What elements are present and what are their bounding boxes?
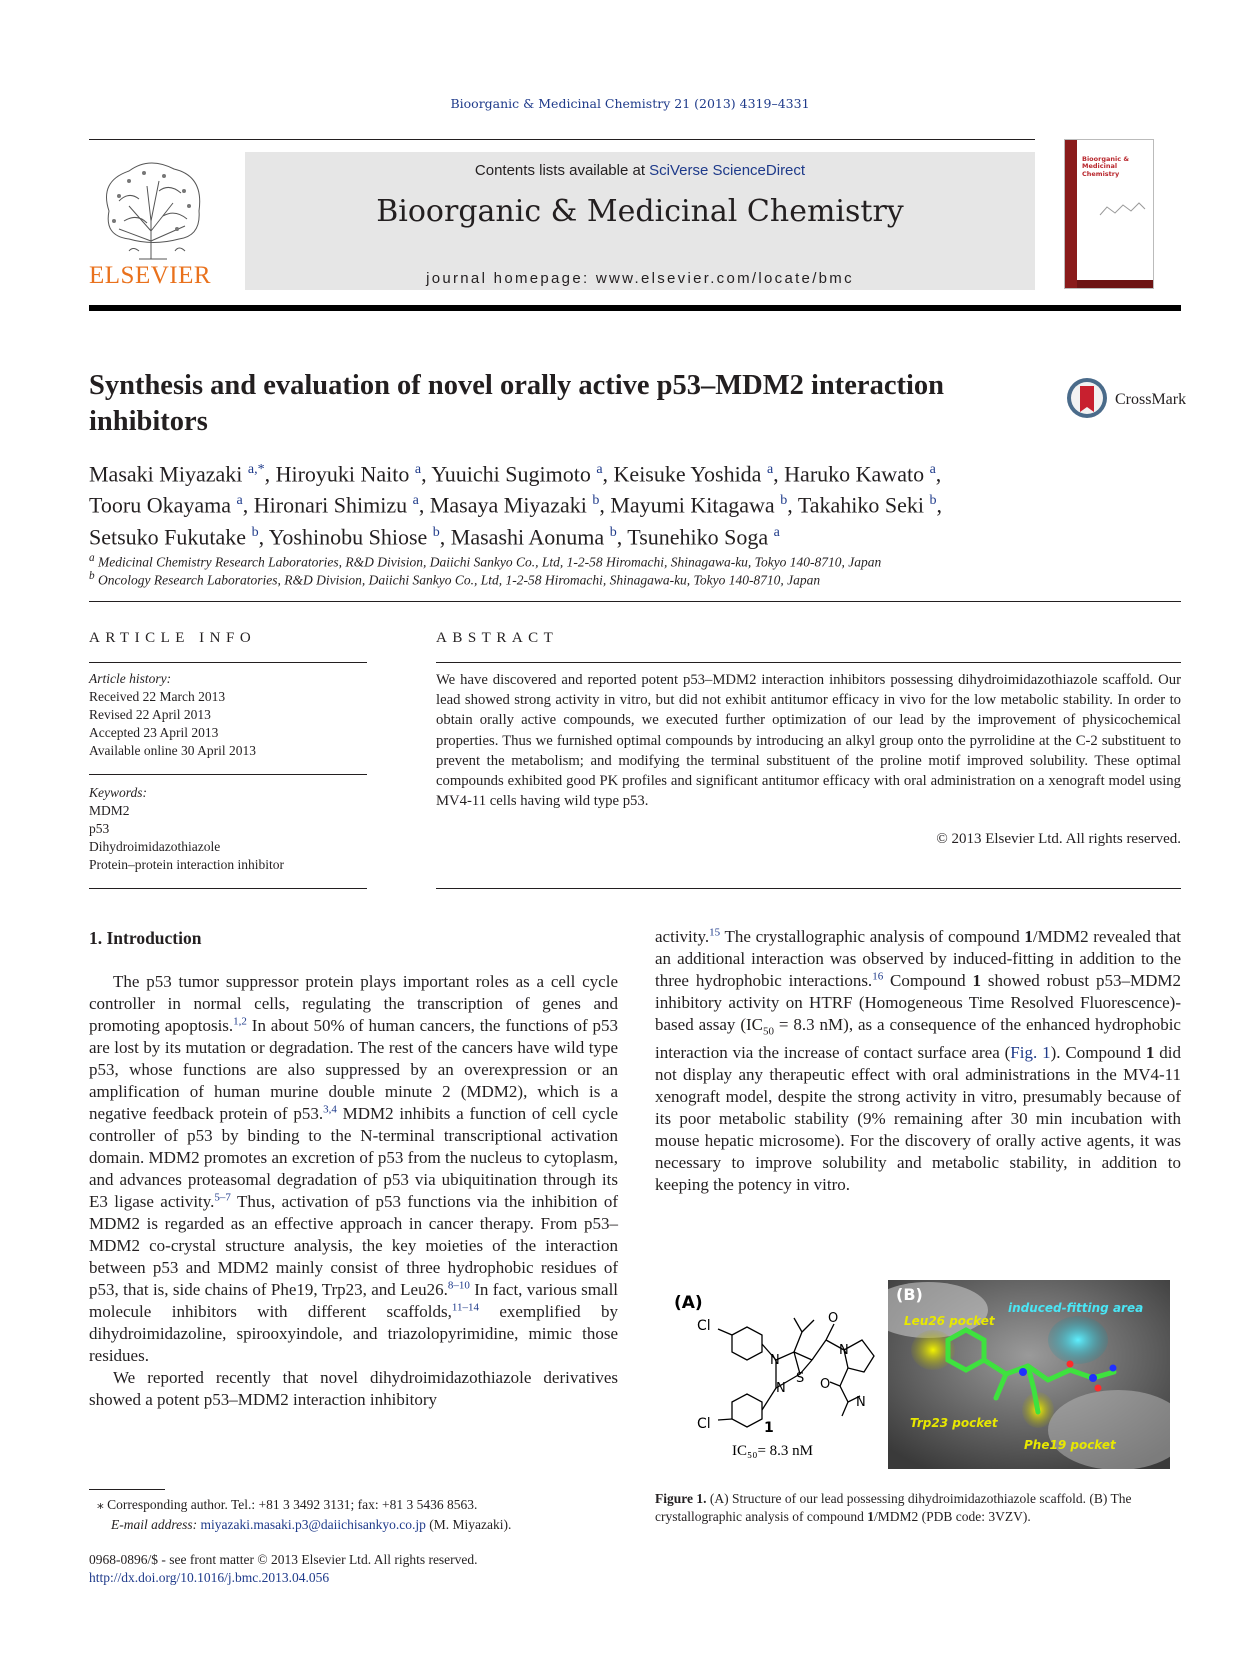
text-run: Compound bbox=[883, 971, 973, 990]
author-name: Haruko Kawato bbox=[784, 461, 925, 487]
history-label: Article history: bbox=[89, 671, 172, 686]
author-affiliation-mark[interactable]: a,* bbox=[247, 462, 265, 477]
author-affiliation-mark[interactable]: a bbox=[414, 462, 422, 477]
keyword-item: MDM2 bbox=[89, 803, 130, 818]
author-name: Yuuichi Sugimoto bbox=[431, 461, 591, 487]
author-name: Masashi Aonuma bbox=[450, 523, 605, 549]
oxygen-atom: O bbox=[828, 1311, 839, 1326]
crystal-structure-image bbox=[888, 1280, 1170, 1469]
text-run: In about 50% of human cancers, the functions of p53 are lost by its mutation or degradation. The rest of the cancers have wild type p53, whose functions are also suppressed by an overexpression or an amplification of human murine double minute 2 (MDM2), which is a negative feedback protein of p53. bbox=[89, 1016, 618, 1123]
sulfur-atom: S bbox=[796, 1371, 805, 1386]
corresponding-author-footnote bbox=[97, 1495, 627, 1535]
text-run: Thus, activation of p53 functions via the inhibition of MDM2 is regarded as an effective approach in cancer therapy. From p53–MDM2 co-crystal structure analysis, the key moieties of the interaction between p53 and MDM2 mainly consist of three hydrophobic residues of p53, that is, side chains of Phe19, Trp23, and Leu26. bbox=[89, 1192, 618, 1299]
corresponding-text: Corresponding author. Tel.: +81 3 3492 3131; fax: +81 3 5436 8563. bbox=[107, 1497, 478, 1512]
footnote-rule bbox=[89, 1489, 165, 1490]
email-label: E-mail address: bbox=[111, 1517, 201, 1532]
abstract-heading: ABSTRACT bbox=[436, 630, 559, 646]
sciencedirect-link[interactable]: SciVerse ScienceDirect bbox=[649, 162, 806, 179]
author-name: Masaki Miyazaki bbox=[89, 461, 243, 487]
text-run: exemplified by dihydroimidazoline, spirooxyindole, and triazolopyrimidine, mimic those residues. bbox=[89, 1302, 618, 1365]
top-rule bbox=[89, 139, 1035, 140]
reference-link[interactable]: 5–7 bbox=[214, 1191, 231, 1204]
received-date: Received 22 March 2013 bbox=[89, 689, 226, 704]
reference-link[interactable]: 11–14 bbox=[451, 1301, 479, 1314]
panel-b-label: (B) bbox=[896, 1285, 923, 1304]
text-run: = 8.3 nM), as a consequence of the enhanced hydrophobic interaction via the increase of contact surface area ( bbox=[655, 1015, 1181, 1063]
article-info-heading: ARTICLE INFO bbox=[89, 630, 257, 646]
author-name: Yoshinobu Shiose bbox=[268, 523, 428, 549]
caption-label: Figure 1. bbox=[655, 1491, 707, 1506]
author-affiliation-mark[interactable]: b bbox=[929, 493, 937, 509]
leu26-pocket-label: Leu26 pocket bbox=[904, 1314, 995, 1328]
figure-1 bbox=[662, 1280, 1181, 1470]
contents-prefix: Contents lists available at bbox=[474, 162, 650, 179]
compound-number: 1 bbox=[1024, 927, 1033, 946]
text-run: The p53 tumor suppressor protein plays important roles as a cell cycle controller in normal cells, regulating the transcription of genes and promoting apoptosis. bbox=[89, 972, 618, 1035]
author-affiliation-mark[interactable]: a bbox=[773, 524, 780, 540]
figure-link[interactable]: Fig. 1 bbox=[1010, 1043, 1051, 1063]
revised-date: Revised 22 April 2013 bbox=[89, 707, 211, 722]
oxygen-atom: O bbox=[820, 1377, 831, 1392]
abstract-copyright: © 2013 Elsevier Ltd. All rights reserved. bbox=[936, 831, 1181, 847]
author-name: Masaya Miyazaki bbox=[429, 492, 587, 518]
nitrogen-atom: N bbox=[839, 1343, 849, 1358]
text-run: The crystallographic analysis of compound bbox=[720, 927, 1025, 946]
reference-link[interactable]: 1,2 bbox=[233, 1015, 247, 1028]
chlorine-atom: Cl bbox=[697, 1416, 711, 1432]
cover-bottom-band bbox=[1077, 280, 1154, 288]
journal-reference[interactable]: Bioorganic & Medicinal Chemistry 21 (2013) 4319–4331 bbox=[450, 96, 810, 111]
footnote-star: ⁎ bbox=[97, 1497, 104, 1512]
chemical-structure bbox=[662, 1280, 882, 1470]
reference-link[interactable]: 15 bbox=[709, 926, 721, 939]
author-affiliation-mark[interactable]: b bbox=[432, 524, 440, 540]
article-info-rule-bottom bbox=[89, 888, 367, 889]
caption-text: (A) Structure of our lead possessing dihydroimidazothiazole scaffold. (B) The crystallographic analysis of compound bbox=[655, 1491, 1132, 1524]
email-owner: (M. Miyazaki). bbox=[425, 1517, 512, 1532]
crossmark-badge[interactable] bbox=[1066, 376, 1186, 420]
nitrogen-atom: N bbox=[776, 1381, 786, 1396]
author-list: Masaki Miyazaki $^{a,*}$, Hiroyuki Naito $^a$, Yuuichi Sugimoto $^a$, Keisuke Yoshida $^a$, Haruko Kawato $^a$, Tooru Okayama $^a$, Hironari Shimizu $^a$, Masaya Miyazaki $^b$, Mayumi Kitagawa $^b$, Takahiko Seki $^b$, Setsuko Fukutake $^b$, Yoshinobu Shiose $^b$, Masashi Aonuma $^b$, Tsunehiko Soga $^a$ bbox=[89, 461, 942, 549]
article-history bbox=[89, 670, 256, 760]
crossmark-label: CrossMark bbox=[1115, 391, 1186, 408]
panel-a-label: (A) bbox=[674, 1293, 703, 1313]
cover-strip bbox=[1065, 140, 1077, 288]
introduction-heading: 1. Introduction bbox=[89, 928, 202, 948]
intro-paragraph-2: We reported recently that novel dihydroimidazothiazole derivatives showed a potent p53–MDM2 interaction inhibitory bbox=[89, 1368, 618, 1409]
affiliation-a: $^a$ Medicinal Chemistry Research Laboratories, R&D Division, Daiichi Sankyo Co., Ltd, 1-2-58 Hiromachi, Shinagawa-ku, Tokyo 140-8710, Japan bbox=[89, 552, 882, 570]
accepted-date: Accepted 23 April 2013 bbox=[89, 725, 219, 740]
article-title: Synthesis and evaluation of novel orally active p53–MDM2 interaction inhibitors bbox=[89, 370, 944, 437]
issn-block bbox=[89, 1551, 629, 1587]
text-run: activity. bbox=[655, 927, 710, 946]
nitrogen-atom: N bbox=[770, 1353, 780, 1368]
caption-compound: 1 bbox=[867, 1509, 874, 1524]
header-thick-rule bbox=[89, 305, 1181, 311]
author-name: Mayumi Kitagawa bbox=[610, 492, 775, 518]
author-affiliation-mark[interactable]: a bbox=[929, 462, 936, 477]
text-run: ). Compound bbox=[1050, 1043, 1146, 1063]
affiliation-a-text: Medicinal Chemistry Research Laboratories, R&D Division, Daiichi Sankyo Co., Ltd, 1-2-58 Hiromachi, Shinagawa-ku, Tokyo 140-8710, Japan bbox=[98, 554, 882, 570]
text-run: showed robust p53–MDM2 inhibitory activity on HTRF (Homogeneous Time Resolved Fluorescence)-based assay (IC bbox=[655, 971, 1181, 1034]
figure-1-caption bbox=[655, 1490, 1181, 1526]
caption-text: /MDM2 (PDB code: 3VZV). bbox=[873, 1509, 1031, 1524]
text-run: /MDM2 revealed that an additional interaction was observed by induced-fitting in addition to the three hydrophobic interactions. bbox=[655, 927, 1181, 990]
contents-line bbox=[245, 162, 1035, 179]
affiliation-b-text: Oncology Research Laboratories, R&D Division, Daiichi Sankyo Co., Ltd, 1-2-58 Hiromachi, Shinagawa-ku, Tokyo 140-8710, Japan bbox=[98, 572, 821, 588]
elsevier-wordmark: ELSEVIER bbox=[89, 262, 212, 289]
abstract-rule-top bbox=[436, 662, 1181, 663]
author-name: Keisuke Yoshida bbox=[613, 461, 762, 487]
induced-fitting-label: induced-fitting area bbox=[1008, 1301, 1144, 1315]
compound-number: 1 bbox=[1145, 1043, 1155, 1063]
reference-link[interactable]: 8–10 bbox=[447, 1279, 470, 1292]
author-affiliation-mark[interactable]: a bbox=[412, 493, 419, 509]
text-run: did not display any therapeutic effect with oral administrations in the MV4-11 xenograft model, despite the strong activity in vitro, presumably because of its poor metabolic stability (9% remaining after 30 min incubation with mouse hepatic microsome). For the discovery of orally active agents, it was necessary to improve solubility and metabolic stability, in addition to keeping the potency in vitro. bbox=[655, 1043, 1181, 1195]
cover-title: Bioorganic & Medicinal Chemistry bbox=[1082, 155, 1129, 178]
author-affiliation-mark[interactable]: a bbox=[236, 493, 243, 509]
author-name: Tsunehiko Soga bbox=[627, 523, 769, 549]
chlorine-atom: Cl bbox=[697, 1318, 711, 1334]
author-affiliation-mark[interactable]: a bbox=[596, 462, 603, 477]
author-affiliation-mark[interactable]: a bbox=[766, 462, 774, 477]
author-name: Takahiko Seki bbox=[797, 492, 924, 518]
keyword-item: Dihydroimidazothiazole bbox=[89, 839, 221, 854]
author-affiliation-mark[interactable]: b bbox=[609, 524, 617, 540]
abstract-rule-bottom bbox=[436, 888, 1181, 889]
issn-line: 0968-0896/$ - see front matter © 2013 Elsevier Ltd. All rights reserved. bbox=[89, 1552, 478, 1567]
trp23-pocket-label: Trp23 pocket bbox=[910, 1416, 998, 1430]
crystal-structure-panel bbox=[888, 1280, 1170, 1469]
intro-paragraph-1 bbox=[89, 971, 618, 1367]
journal-cover-thumbnail bbox=[1064, 139, 1154, 289]
cover-molecule-icon bbox=[1095, 195, 1150, 225]
author-affiliation-mark[interactable]: b bbox=[592, 493, 600, 509]
journal-homepage[interactable]: journal homepage: www.elsevier.com/locate/bmc bbox=[426, 270, 854, 287]
author-name: Hironari Shimizu bbox=[253, 492, 408, 518]
keyword-item: Protein–protein interaction inhibitor bbox=[89, 857, 284, 872]
nitrogen-atom: N bbox=[856, 1395, 866, 1410]
subscript: 50 bbox=[763, 1025, 774, 1038]
author-affiliation-mark[interactable]: b bbox=[251, 524, 259, 540]
author-name: Hiroyuki Naito bbox=[275, 461, 410, 487]
email-link[interactable]: miyazaki.masaki.p3@daiichisankyo.co.jp bbox=[200, 1517, 426, 1532]
online-date: Available online 30 April 2013 bbox=[89, 743, 256, 758]
reference-link[interactable]: 16 bbox=[872, 970, 884, 983]
journal-title: Bioorganic & Medicinal Chemistry bbox=[376, 194, 904, 229]
keywords-label: Keywords: bbox=[89, 785, 147, 800]
journal-banner bbox=[245, 152, 1035, 290]
doi-link[interactable]: http://dx.doi.org/10.1016/j.bmc.2013.04.056 bbox=[89, 1570, 330, 1585]
left-column bbox=[89, 971, 618, 1411]
phe19-pocket-label: Phe19 pocket bbox=[1024, 1438, 1116, 1452]
author-affiliation-mark[interactable]: b bbox=[780, 493, 788, 509]
abstract-text: We have discovered and reported potent p53–MDM2 interaction inhibitors possessing dihydroimidazothiazole scaffold. Our lead showed strong activity in vitro, but did not exhibit antitumor efficacy in vivo for the low metabolic stability. In order to obtain orally active compounds, we executed further optimization of our lead by the improvement of physicochemical properties. Thus we furnished optimal compounds by introducing an alkyl group onto the pyrrolidine at the C-2 substituent to prevent the metabolism; and modifying the terminal substituent of the proline motif improved solubility. These optimal compounds exhibited good PK profiles and significant antitumor efficacy with oral administration on a xenograft model using MV4-11 cells having wild type p53. bbox=[436, 672, 1181, 810]
info-rule bbox=[89, 601, 1181, 602]
article-info-rule-middle bbox=[89, 774, 367, 775]
text-run: MDM2 inhibits a function of cell cycle controller of p53 by binding to the N-terminal transcriptional activation domain. MDM2 promotes an excretion of p53 from the nucleus to cytoplasm, and advances proteasomal degradation of p53 via ubiquitination through its E3 ligase activity. bbox=[89, 1104, 618, 1211]
right-column bbox=[655, 926, 1181, 1196]
ic50-label: IC₅₀= 8.3 nM bbox=[732, 1443, 814, 1459]
author-name: Tooru Okayama bbox=[89, 492, 232, 518]
keyword-item: p53 bbox=[89, 821, 110, 836]
compound-number: 1 bbox=[972, 971, 981, 990]
keywords bbox=[89, 784, 284, 874]
text-run: In fact, various small molecule inhibitors with different scaffolds, bbox=[89, 1280, 619, 1321]
author-name: Setsuko Fukutake bbox=[89, 523, 247, 549]
intro-paragraph-3 bbox=[655, 926, 1181, 1196]
article-info-rule-top bbox=[89, 662, 367, 663]
compound-label: 1 bbox=[764, 1420, 774, 1436]
affiliation-b: $^b$ Oncology Research Laboratories, R&D Division, Daiichi Sankyo Co., Ltd, 1-2-58 Hiromachi, Shinagawa-ku, Tokyo 140-8710, Japan bbox=[89, 570, 821, 588]
reference-link[interactable]: 3,4 bbox=[323, 1103, 337, 1116]
